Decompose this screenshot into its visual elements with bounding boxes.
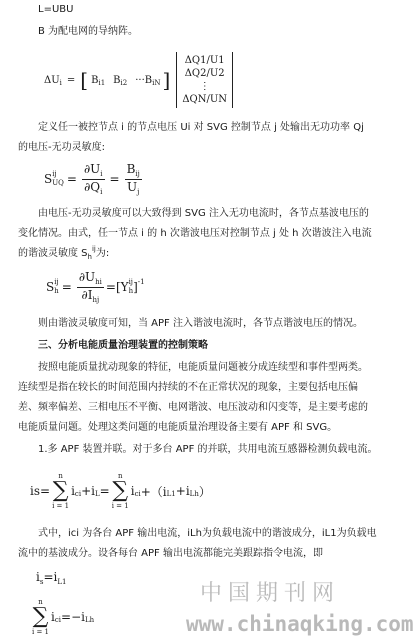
eq-term: ∂U [83, 161, 101, 176]
eq-sum-upper: n [58, 472, 63, 480]
eq-sum-upper: n [117, 472, 123, 480]
eq-term: =i [43, 570, 58, 584]
eq-term: i [130, 484, 135, 498]
eq-term: U [127, 179, 138, 194]
text-line: 定义任一被控节点 i 的节点电压 Ui 对 SVG 控制节点 j 处输出无功功率 Qj [38, 122, 364, 133]
eq-sup: ij [91, 245, 96, 253]
equation-source-current [30, 466, 211, 516]
sigma-symbol: ∑ [32, 604, 49, 629]
eq-vector-entry: ΔQ1/U1 [184, 55, 225, 66]
eq-sub: i1 [98, 79, 106, 87]
eq-sub: ij [135, 169, 140, 178]
eq-sub: h [128, 287, 134, 295]
eq-term: +i [81, 484, 95, 498]
eq-sub: i [100, 169, 103, 178]
equation-voltage-change [44, 44, 233, 116]
equation-harmonic-sensitivity [46, 266, 145, 308]
eq-sub: ci [134, 490, 141, 498]
eq-equals: = [61, 280, 72, 294]
eq-term: B [126, 161, 136, 176]
eq-term: +（i [140, 484, 167, 499]
text-line: 式中，ici 为各台 APF 输出电流，iLh为负载电流中的谐波成分，iL1为负载电 [38, 528, 377, 539]
eq-summation [32, 598, 49, 636]
eq-sub: Lh [189, 490, 199, 498]
eq-sub: iN [152, 79, 161, 87]
eq-term: ∂I [81, 287, 93, 302]
eq-bracket: [ [80, 68, 89, 92]
eq-sub: Lh [84, 616, 95, 624]
eq-sum-upper: n [38, 598, 43, 606]
eq-sub: ci [74, 490, 82, 498]
eq-sub: L1 [166, 490, 176, 498]
eq-fraction [82, 162, 105, 197]
text-line: L=UBU [38, 4, 74, 15]
eq-sub: ci [54, 616, 62, 624]
eq-column-vector [176, 52, 233, 108]
eq-term: S [44, 172, 53, 186]
eq-term: i [71, 484, 75, 498]
text-line: 1.多 APF 装置并联。对于多台 APF 的并联，共用电流互感器检测负载电流。 [38, 444, 378, 455]
sigma-symbol: ∑ [112, 478, 129, 503]
equation-source-fundamental [36, 570, 66, 584]
eq-term: S [46, 280, 55, 294]
eq-sup: ij [54, 278, 59, 286]
eq-term: ） [198, 484, 211, 499]
text-line: 则由谐波灵敏度可知，当 APF 注入谐波电流时，各节点谐波电压的情况。 [38, 318, 363, 329]
eq-sup: ij [128, 278, 133, 286]
eq-sum-lower: i = 1 [111, 502, 129, 510]
eq-sub: i [100, 187, 103, 196]
eq-term: i [36, 570, 40, 584]
eq-sub: j [137, 187, 140, 196]
eq-vector-entry: ΔQN/UN [182, 94, 228, 105]
eq-sum-lower: i = 1 [52, 502, 70, 510]
text-span: 为: [95, 248, 110, 259]
eq-sub: s [39, 578, 44, 586]
equation-voltage-reactive-sensitivity [44, 158, 144, 200]
equation-harmonic-compensation [30, 594, 94, 640]
text-line: 流中的基波成分。设各每台 APF 输出电流都能完美跟踪指令电流，即 [18, 548, 323, 559]
eq-summation [52, 472, 69, 510]
eq-sum-lower: i = 1 [32, 628, 50, 636]
eq-term: is= [30, 484, 51, 498]
eq-sub: h [87, 253, 92, 261]
text-line [18, 245, 110, 261]
eq-equals: = [109, 172, 120, 186]
eq-term: B [144, 74, 153, 86]
eq-sub: L [95, 490, 100, 498]
eq-sub: hj [92, 295, 100, 304]
eq-vector-entry: ⋮ [199, 81, 210, 92]
eq-dots: ··· [135, 74, 145, 86]
eq-term: i [51, 610, 55, 624]
eq-equals: = [66, 172, 77, 186]
text-line: 电能质量问题。处理这类问题的电能质量治理设备主要有 APF 和 SVG。 [18, 422, 338, 433]
text-line: 差、频率偏差、三相电压不平衡、电网谐波、电压波动和闪变等，是主要考虑的 [18, 402, 368, 413]
eq-term: B [113, 74, 121, 86]
eq-term: ∂Q [84, 179, 101, 194]
eq-sub: hi [95, 277, 102, 286]
section-heading: 三、分析电能质量治理装置的控制策略 [38, 340, 208, 351]
text-line: 的电压-无功灵敏度: [18, 142, 105, 153]
text-line: 按照电能质量扰动现象的特征，电能质量问题被分成连续型和事件型两类。 [38, 362, 368, 373]
text-line: B 为配电网的导纳阵。 [38, 26, 139, 37]
eq-fraction [125, 162, 142, 197]
eq-term: ∂U [78, 269, 96, 284]
eq-equals: = [99, 484, 110, 498]
eq-term: ΔU [44, 74, 60, 86]
text-line: 连续型是指在较长的时间范围内持续的不在正常状况的现象，主要包括电压偏 [18, 382, 358, 393]
eq-term: B [91, 74, 99, 86]
eq-sub: L1 [57, 578, 67, 586]
text-line: 由电压-无功灵敏度可以大致得到 SVG 注入无功电流时，各节点基波电压的 [38, 208, 369, 219]
eq-sub: UQ [52, 179, 64, 187]
eq-sup: -1 [137, 278, 145, 286]
eq-sub: i [59, 79, 62, 87]
eq-term: +i [175, 484, 190, 498]
eq-vector-entry: ΔQ2/U2 [184, 68, 225, 79]
text-line: 变化情况。由式，任一节点 i 的 h 次谐波电压对控制节点 j 处 h 次谐波注入电流 [18, 228, 372, 239]
eq-fraction [77, 270, 104, 305]
eq-equals: = [66, 74, 76, 86]
eq-sub: i2 [120, 79, 128, 87]
eq-summation [112, 472, 129, 510]
watermark-chinese: 中国期刊网 [200, 581, 341, 606]
text-span: 的谐波灵敏度 S [18, 248, 88, 259]
eq-bracket: ] [162, 68, 171, 92]
eq-term: ] [133, 280, 138, 294]
eq-sup: ij [52, 170, 57, 178]
sigma-symbol: ∑ [52, 478, 69, 503]
eq-sub: h [54, 287, 59, 295]
watermark-url: www.chinaqking.com [186, 612, 414, 636]
eq-term: =[Y [105, 280, 129, 294]
eq-term: =−i [61, 610, 85, 624]
